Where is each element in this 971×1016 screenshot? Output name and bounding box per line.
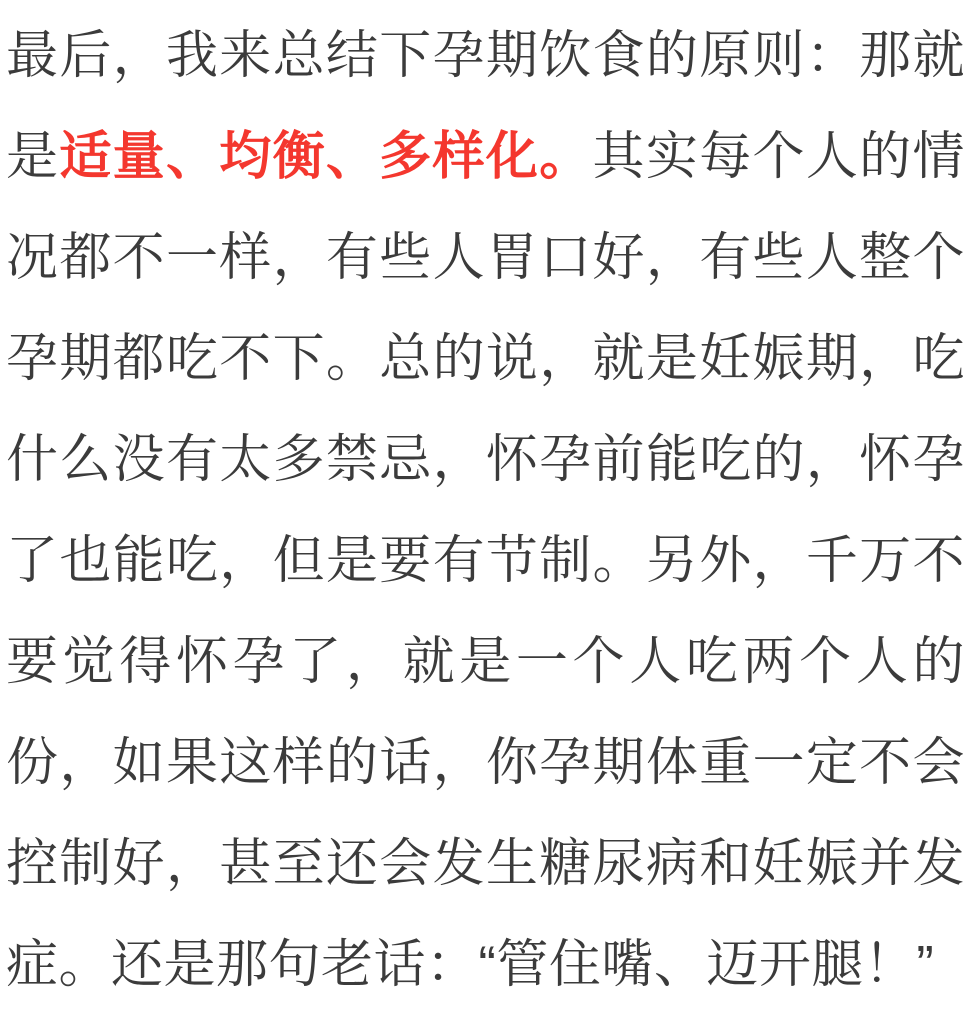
paragraph-segment-two: 其实每个人的情况都不一样，有些人胃口好，有些人整个孕期都吃不下。总的说，就是妊娠期，吃什么没有太多禁忌，怀孕前能吃的，怀孕了也能吃，但是要有节制。另外，千万不要觉得怀孕了，就是一个人吃两个人的份，如果这样的话，你孕期体重一定不会控制好，甚至还会发生糖尿病和妊娠并发症。还是那句老话：“管住嘴、迈开腿！”: [6, 128, 965, 994]
paragraph-segment-one: 最后，我来总结下孕期饮食的原则：那就是: [6, 27, 965, 186]
highlighted-principle-text: 适量、均衡、多样化。: [59, 128, 593, 186]
article-paragraph: [6, 0, 965, 1016]
